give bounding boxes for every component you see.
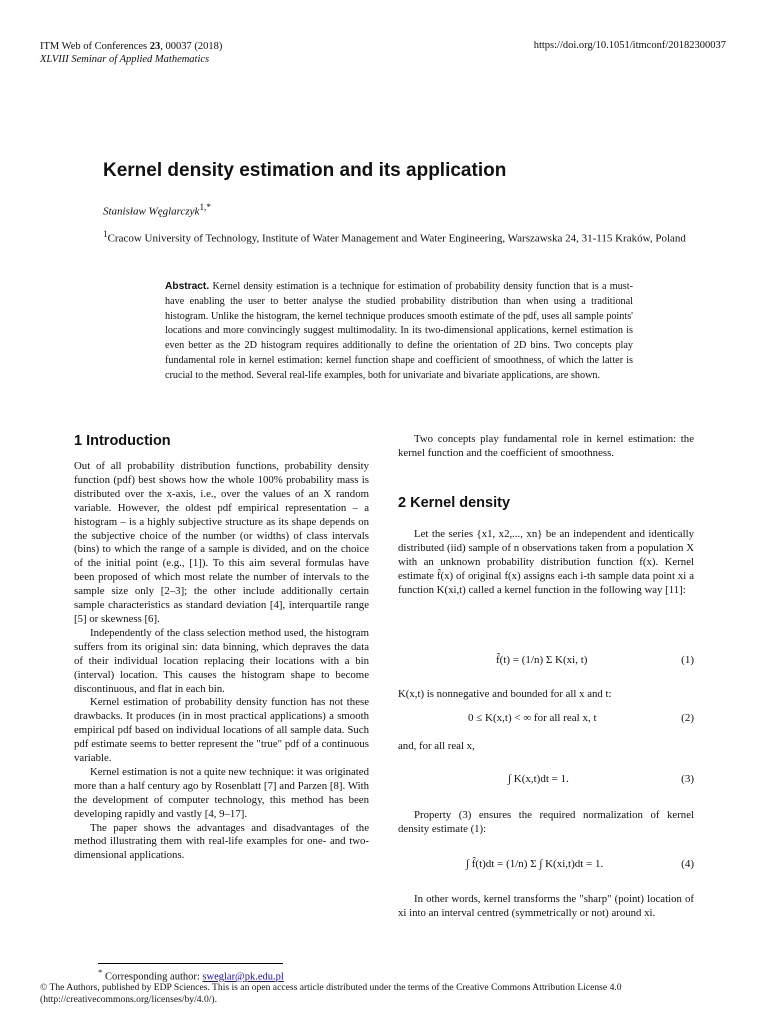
author-name: Stanisław Węglarczyk [103,205,200,218]
footnote [98,967,284,983]
section-heading-introduction: 1 Introduction [74,433,171,449]
license-notice: © The Authors, published by EDP Sciences. This is an open access article distributed under the terms of the Creative Commons Attribution License 4.0 (http://creativecommons.org/licenses/by/4.0/). [40,982,622,1005]
kernel-paragraph-5: In other words, kernel transforms the "sharp" (point) location of xi into an interval centred (symmetrically or not) around xi. [398,893,694,919]
equation-2: 0 ≤ K(x,t) < ∞ for all real x, t [468,712,597,724]
equation-1-number: (1) [681,654,694,666]
equation-3-number: (3) [681,773,694,785]
journal-header [40,40,222,66]
right-column-top [398,433,694,461]
kernel-paragraph-2: K(x,t) is nonnegative and bounded for all x and t: [398,688,612,700]
footnote-mark: * [98,967,103,977]
footnote-label: Corresponding author: [105,971,203,983]
kernel-paragraph-1: Let the series {x1, x2,..., xn} be an independent and identically distributed (iid) sample of n observations taken from a population X with an unknown probability distribution function f(x). Kernel estimate f̂(x) of original f(x) assigns each i-th sample data point xi a function K(xi,t) called a kernel function in the following way [11]: [398,528,694,596]
affiliation: $^1$Cracow University of Technology, Institute of Water Management and Water Engineering, Warszawska 24, 31-115 Kraków, Poland [103,229,686,245]
paper-title: Kernel density estimation and its application [103,160,507,181]
left-column [74,460,369,863]
kernel-paragraph-3: and, for all real x, [398,740,475,752]
footnote-divider [98,963,283,964]
concepts-paragraph: Two concepts play fundamental role in kernel estimation: the kernel function and the coefficient of smoothness. [398,433,694,459]
equation-1: f̂(t) = (1/n) Σ K(xi, t) [496,654,588,666]
intro-paragraph-4: Kernel estimation is not a quite new technique: it was originated more than a half century ago by Rosenblatt [7] and Parzen [8]. With the development of computer technology, this method has been developing rapidly and vastly [4, 9–17]. [74,765,369,820]
section-heading-kernel-density: 2 Kernel density [398,495,511,511]
kernel-paragraph-4: Property (3) ensures the required normalization of kernel density estimate (1): [398,809,694,835]
abstract-label: Abstract. [165,281,210,292]
equation-3: ∫ K(x,t)dt = 1. [508,773,569,785]
intro-paragraph-2: Independently of the class selection method used, the histogram suffers from its original sin: data binning, which depraves the data of their individual location replacing their locations with a bin (interval) location. This causes the histogram shape to become discontinuous, and flat in each bin. [74,626,369,695]
abstract [165,280,633,384]
intro-paragraph-1: Out of all probability distribution functions, probability density function (pdf) best shows how the whole 100% probability mass is distributed over the x-axis, i.e., over the values of an X random variable. However, the oldest pdf empirical representation – a histogram – is a highly subjective structure as its shape depends on the subjective choice of the number (or widths) of class intervals (bins) to which the range of a sample is divided, and on the choice of the initial point (e.g., [1]). To this aim several formulas have been proposed of which most relate the number of intervals to the sample size only [2–3]; the other include additionally certain sample characteristics as standard deviation [4], interquartile range [5] or skewness [6]. [74,460,369,625]
equation-4: ∫ f̂(t)dt = (1/n) Σ ∫ K(xi,t)dt = 1. [466,858,604,870]
doi-link[interactable]: https://doi.org/10.1051/itmconf/20182300037 [533,40,726,51]
equation-4-number: (4) [681,858,694,870]
journal-citation: ITM Web of Conferences 23, 00037 (2018) [40,41,223,52]
author-line [103,202,211,218]
intro-paragraph-3: Kernel estimation of probability density function has not these drawbacks. It produces (in in most practical applications) a smooth empirical pdf based on individual locations of all sample data. Such pdf estimate seems to better represent the "true" pdf of a continuous variable. [74,696,369,765]
equation-2-number: (2) [681,712,694,724]
author-email-link[interactable]: sweglar@pk.edu.pl [202,971,284,983]
abstract-text: Kernel density estimation is a technique for estimation of probability density function that is a must-have enabling the user to better analyse the studied probability distribution than when using a traditional histogram. Unlike the histogram, the kernel technique produces smooth estimate of the pdf, uses all sample points' locations and more convincingly suggest multimodality. In its two-dimensional applications, kernel estimation is even better as the 2D histogram requires additionally to define the orientation of 2D bins. Two concepts play fundamental role in kernel estimation: kernel function shape and coefficient of smoothness, of which the latter is crucial to the method. Several real-life examples, both for univariate and bivariate applications, are shown. [165,281,633,381]
intro-paragraph-5: The paper shows the advantages and disadvantages of the method illustrating them with real-life examples for one- and two-dimensional applications. [74,821,369,862]
author-sup: 1,* [199,202,211,212]
seminar-name: XLVIII Seminar of Applied Mathematics [40,54,210,65]
